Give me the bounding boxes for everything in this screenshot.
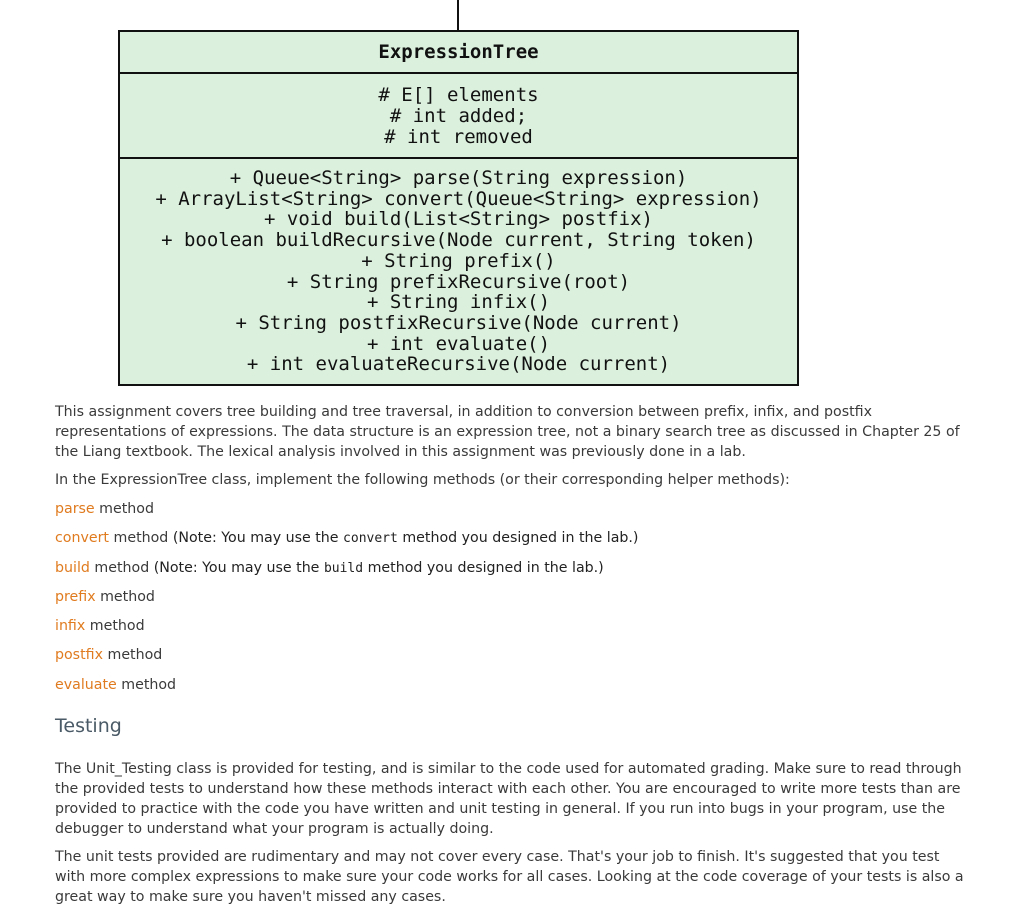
list-item bbox=[55, 645, 975, 674]
uml-method: + String postfixRecursive(Node current) bbox=[235, 311, 682, 334]
note-prefix: (Note: You may use the bbox=[153, 559, 320, 576]
uml-method: + void build(List<String> postfix) bbox=[264, 208, 653, 231]
method-word: method bbox=[113, 530, 169, 547]
uml-fields-section bbox=[120, 74, 797, 159]
testing-paragraph: The unit tests provided are rudimentary and may not cover every case. That's your job to finish. It's suggested that you test with more complex expressions to make sure your code works for all cases. Looking at the code coverage of your tests is also a great way to make sure you haven't missed any cases. bbox=[55, 849, 964, 905]
method-name-build: build bbox=[55, 559, 90, 576]
uml-field: # E[] elements bbox=[378, 84, 539, 106]
inline-code: build bbox=[323, 560, 364, 576]
list-item bbox=[55, 528, 975, 557]
uml-field: # int added; bbox=[389, 105, 528, 127]
instruction-text: In the ExpressionTree class, implement the following methods (or their corresponding helper methods): bbox=[55, 472, 790, 488]
uml-field: # int removed bbox=[384, 126, 533, 148]
method-word: method bbox=[94, 559, 150, 576]
note-suffix: method you designed in the lab.) bbox=[367, 559, 604, 576]
inline-code: convert bbox=[343, 531, 398, 547]
list-item bbox=[55, 675, 975, 704]
uml-method: + int evaluateRecursive(Node current) bbox=[246, 353, 671, 376]
uml-method: + String prefix() bbox=[361, 249, 556, 272]
method-word: method bbox=[107, 647, 163, 664]
uml-connector-line bbox=[457, 0, 459, 31]
method-word: method bbox=[121, 676, 177, 693]
testing-paragraph: The Unit_Testing class is provided for testing, and is similar to the code used for automated grading. Make sure to read through the provided tests to understand how these methods interact with each other. You are encouraged to write more tests than are provided to practice with the code you have written and unit testing in general. If you run into bugs in your program, use the debugger to understand what your program is actually doing. bbox=[55, 761, 962, 837]
method-word: method bbox=[100, 588, 155, 605]
list-item bbox=[55, 616, 975, 645]
note-suffix: method you designed in the lab.) bbox=[402, 530, 639, 547]
method-name-postfix: postfix bbox=[55, 647, 103, 664]
uml-method: + ArrayList<String> convert(Queue<String> expression) bbox=[155, 187, 762, 210]
uml-method: + String prefixRecursive(root) bbox=[286, 270, 631, 293]
method-word: method bbox=[99, 501, 154, 517]
method-word: method bbox=[89, 618, 145, 635]
testing-section bbox=[55, 759, 965, 915]
assignment-description bbox=[55, 402, 975, 704]
uml-method: + int evaluate() bbox=[366, 332, 551, 355]
method-name-convert: convert bbox=[55, 530, 109, 547]
uml-class-name: ExpressionTree bbox=[120, 32, 797, 74]
note-prefix: (Note: You may use the bbox=[172, 530, 339, 547]
list-item bbox=[55, 558, 975, 587]
intro-paragraph: This assignment covers tree building and tree traversal, in addition to conversion between prefix, infix, and postfix representations of expressions. The data structure is an expression tree, not a binary search tree as discussed in Chapter 25 of the Liang textbook. The lexical analysis involved in this assignment was previously done in a lab. bbox=[55, 404, 960, 460]
uml-method: + Queue<String> parse(String expression) bbox=[229, 167, 688, 189]
method-name-parse: parse bbox=[55, 501, 95, 517]
method-name-prefix: prefix bbox=[55, 588, 96, 605]
uml-method: + String infix() bbox=[366, 291, 551, 314]
list-item bbox=[55, 587, 975, 616]
uml-class-diagram bbox=[118, 30, 799, 386]
uml-method: + boolean buildRecursive(Node current, String token) bbox=[161, 229, 756, 252]
section-heading-testing: Testing bbox=[55, 715, 122, 737]
method-list bbox=[55, 499, 975, 704]
uml-methods-section bbox=[120, 159, 797, 375]
method-name-infix: infix bbox=[55, 618, 86, 635]
method-name-evaluate: evaluate bbox=[55, 676, 117, 693]
list-item bbox=[55, 499, 975, 528]
